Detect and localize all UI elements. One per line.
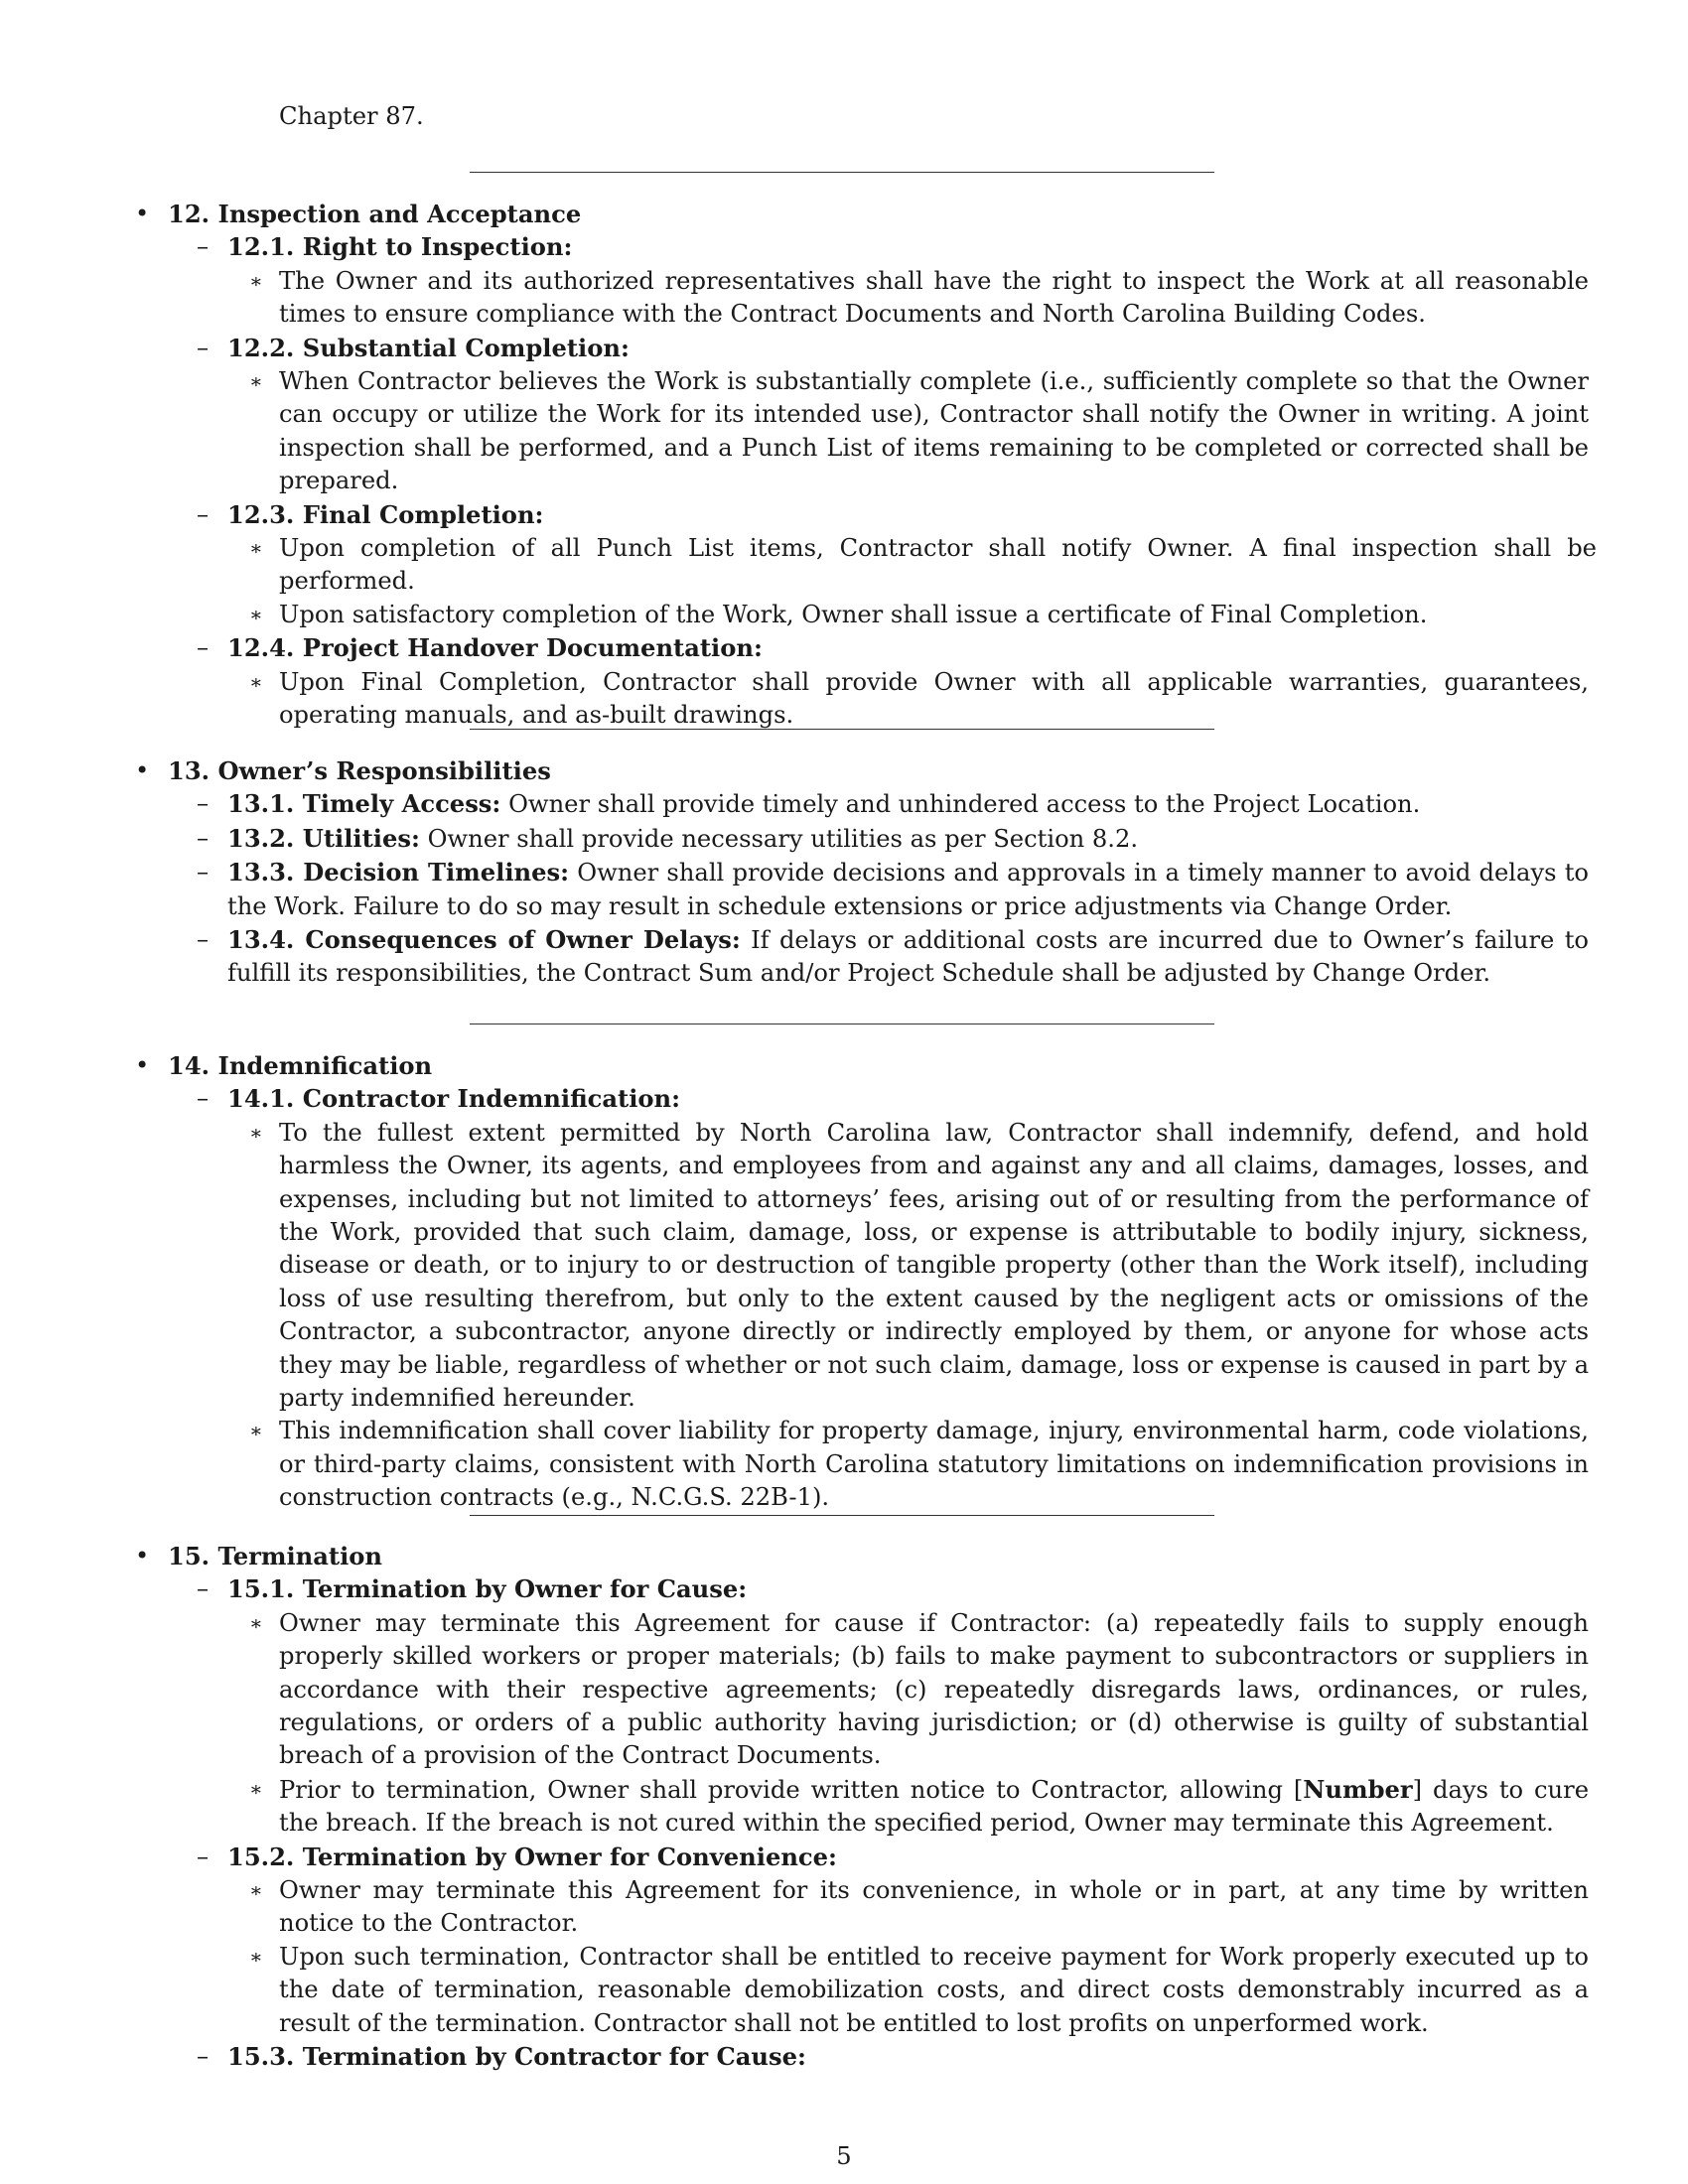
list-item: ∗ This indemnification shall cover liability for property damage, injury, environmental harm, code violations, or third-party claims, consistent with North Carolina statutory limitations on indemnification provisions in construction contracts (e.g., N.C.G.S. 22B-1). — [249, 1417, 1589, 1512]
section-12-heading: 12. Inspection and Acceptance — [168, 200, 582, 228]
dash-icon: – — [197, 925, 210, 954]
subsection-13-4: – 13.4. Consequences of Owner Delays: If delays or additional costs are incurred due to Owner’s failure to fulfill its responsibilities, the Contract Sum and/or Project Schedule shall be adjusted by Change Order. — [197, 925, 1589, 988]
asterisk-icon: ∗ — [249, 1944, 263, 1969]
dash-icon: – — [197, 858, 210, 887]
asterisk-icon: ∗ — [249, 1776, 263, 1801]
subsection-heading: 13.4. Consequences of Owner Delays: — [227, 925, 741, 955]
list-item: ∗ Upon completion of all Punch List items, Contractor shall notify Owner. A final inspection shall be performed. — [249, 534, 1597, 596]
dash-icon: – — [197, 823, 210, 852]
asterisk-icon: ∗ — [249, 669, 263, 694]
placeholder-number: Number — [1303, 1774, 1413, 1804]
subsection-heading: 13.2. Utilities: — [227, 823, 420, 853]
section-15 — [0, 1540, 1688, 2075]
subsection-13-2: – 13.2. Utilities: Owner shall provide necessary utilities as per Section 8.2. — [0, 822, 1688, 856]
subsection-12-4 — [0, 631, 1688, 665]
asterisk-icon: ∗ — [249, 369, 263, 394]
subsection-heading: 12.3. Final Completion: — [227, 499, 544, 529]
asterisk-icon: ∗ — [249, 1878, 263, 1903]
dash-icon: – — [197, 499, 210, 528]
section-12 — [0, 198, 1688, 733]
list-item: ∗ Upon Final Completion, Contractor shall provide Owner with all applicable warranties, guarantees, operating manuals, and as-built drawings. — [249, 667, 1589, 730]
section-divider — [470, 1515, 1214, 1516]
dash-icon: – — [197, 1084, 210, 1113]
subsection-12-2 — [0, 332, 1688, 365]
list-item: ∗ Owner may terminate this Agreement for its convenience, in whole or in part, at any time by written notice to the Contractor. — [249, 1876, 1589, 1938]
list-item: ∗ Upon satisfactory completion of the Work, Owner shall issue a certificate of Final Completion. — [0, 599, 1688, 631]
list-item: ∗ When Contractor believes the Work is substantially complete (i.e., sufficiently complete so that the Owner can occupy or utilize the Work for its intended use), Contractor shall notify the Owner in writing. A joint inspection shall be performed, and a Punch List of items remaining to be completed or corrected shall be prepared. — [249, 367, 1589, 495]
asterisk-icon: ∗ — [249, 1610, 263, 1635]
dash-icon: – — [197, 2042, 210, 2071]
subsection-15-2 — [0, 1841, 1688, 1874]
subsection-heading: 14.1. Contractor Indemnification: — [227, 1084, 681, 1114]
dash-icon: – — [197, 789, 210, 818]
subsection-12-1 — [0, 230, 1688, 264]
section-heading — [0, 754, 1688, 787]
lead-text: Chapter 87. — [279, 102, 424, 130]
subsection-15-1 — [0, 1572, 1688, 1606]
dash-icon: – — [197, 232, 210, 261]
section-heading — [0, 1049, 1688, 1082]
asterisk-icon: ∗ — [249, 268, 263, 293]
page-number: 5 — [836, 2142, 852, 2170]
dash-icon: – — [197, 1574, 210, 1603]
asterisk-icon: ∗ — [249, 536, 263, 561]
list-item: ∗ Prior to termination, Owner shall provide written notice to Contractor, allowing [Number] days to cure the breach. If the breach is not cured within the specified period, Owner may terminate this Agreement. — [249, 1774, 1590, 1838]
asterisk-icon: ∗ — [249, 602, 263, 626]
subsection-heading: 15.2. Termination by Owner for Convenience: — [227, 1842, 837, 1871]
dash-icon: – — [197, 1842, 210, 1870]
subsection-heading: 12.4. Project Handover Documentation: — [227, 633, 763, 663]
section-divider — [470, 172, 1214, 173]
bullet-icon: • — [135, 756, 150, 784]
dash-icon: – — [197, 333, 210, 361]
section-14 — [0, 1049, 1688, 1515]
bullet-icon: • — [135, 1051, 150, 1079]
subsection-13-3: – 13.3. Decision Timelines: Owner shall provide decisions and approvals in a timely manner to avoid delays to the Work. Failure to do so may result in schedule extensions or price adjustments via Change Order. — [197, 858, 1589, 920]
subsection-13-1: – 13.1. Timely Access: Owner shall provide timely and unhindered access to the Project Location. — [0, 787, 1688, 821]
section-14-heading: 14. Indemnification — [168, 1051, 433, 1080]
subsection-heading: 13.3. Decision Timelines: — [227, 858, 570, 887]
subsection-15-3 — [0, 2040, 1688, 2074]
bullet-icon: • — [135, 200, 150, 227]
list-item: ∗ The Owner and its authorized representatives shall have the right to inspect the Work at all reasonable times to ensure compliance with the Contract Documents and North Carolina Building Codes. — [249, 266, 1589, 329]
section-13 — [0, 754, 1688, 991]
section-15-heading: 15. Termination — [168, 1542, 382, 1570]
dash-icon: – — [197, 633, 210, 662]
asterisk-icon: ∗ — [249, 1120, 263, 1145]
section-13-heading: 13. Owner’s Responsibilities — [168, 756, 551, 785]
list-item: ∗ Owner may terminate this Agreement for cause if Contractor: (a) repeatedly fails to supply enough properly skilled workers or proper materials; (b) fails to make payment to subcontractors or suppliers in accordance with their respective agreements; (c) repeatedly disregards laws, ordinances, or rules, regulations, or orders of a public authority having jurisdiction; or (d) otherwise is guilty of substantial breach of a provision of the Contract Documents. — [249, 1608, 1589, 1770]
asterisk-icon: ∗ — [249, 1419, 263, 1443]
section-heading — [0, 1540, 1688, 1572]
subsection-heading: 15.1. Termination by Owner for Cause: — [227, 1574, 748, 1604]
subsection-heading: 15.3. Termination by Contractor for Cause: — [227, 2042, 806, 2072]
bullet-icon: • — [135, 1542, 150, 1570]
subsection-heading: 13.1. Timely Access: — [227, 789, 501, 819]
section-heading — [0, 198, 1688, 230]
list-item: ∗ To the fullest extent permitted by North Carolina law, Contractor shall indemnify, defend, and hold harmless the Owner, its agents, and employees from and against any and all claims, damages, losses, and expenses, including but not limited to attorneys’ fees, arising out of or resulting from the performance of the Work, provided that such claim, damage, loss, or expense is attributable to bodily injury, sickness, disease or death, or to injury to or destruction of tangible property (other than the Work itself), including loss of use resulting therefrom, but only to the extent caused by the negligent acts or omissions of the Contractor, a subcontractor, anyone directly or indirectly employed by them, or anyone for whose acts they may be liable, regardless of whether or not such claim, damage, loss or expense is caused in part by a party indemnified hereunder. — [249, 1118, 1589, 1413]
subsection-heading: 12.1. Right to Inspection: — [227, 232, 573, 262]
subsection-12-3 — [0, 498, 1688, 532]
section-divider — [470, 729, 1214, 730]
subsection-14-1 — [0, 1082, 1688, 1116]
subsection-heading: 12.2. Substantial Completion: — [227, 333, 630, 362]
list-item: ∗ Upon such termination, Contractor shall be entitled to receive payment for Work properly executed up to the date of termination, reasonable demobilization costs, and direct costs demonstrably incurred as a result of the termination. Contractor shall not be entitled to lost profits on unperformed work. — [249, 1942, 1589, 2037]
